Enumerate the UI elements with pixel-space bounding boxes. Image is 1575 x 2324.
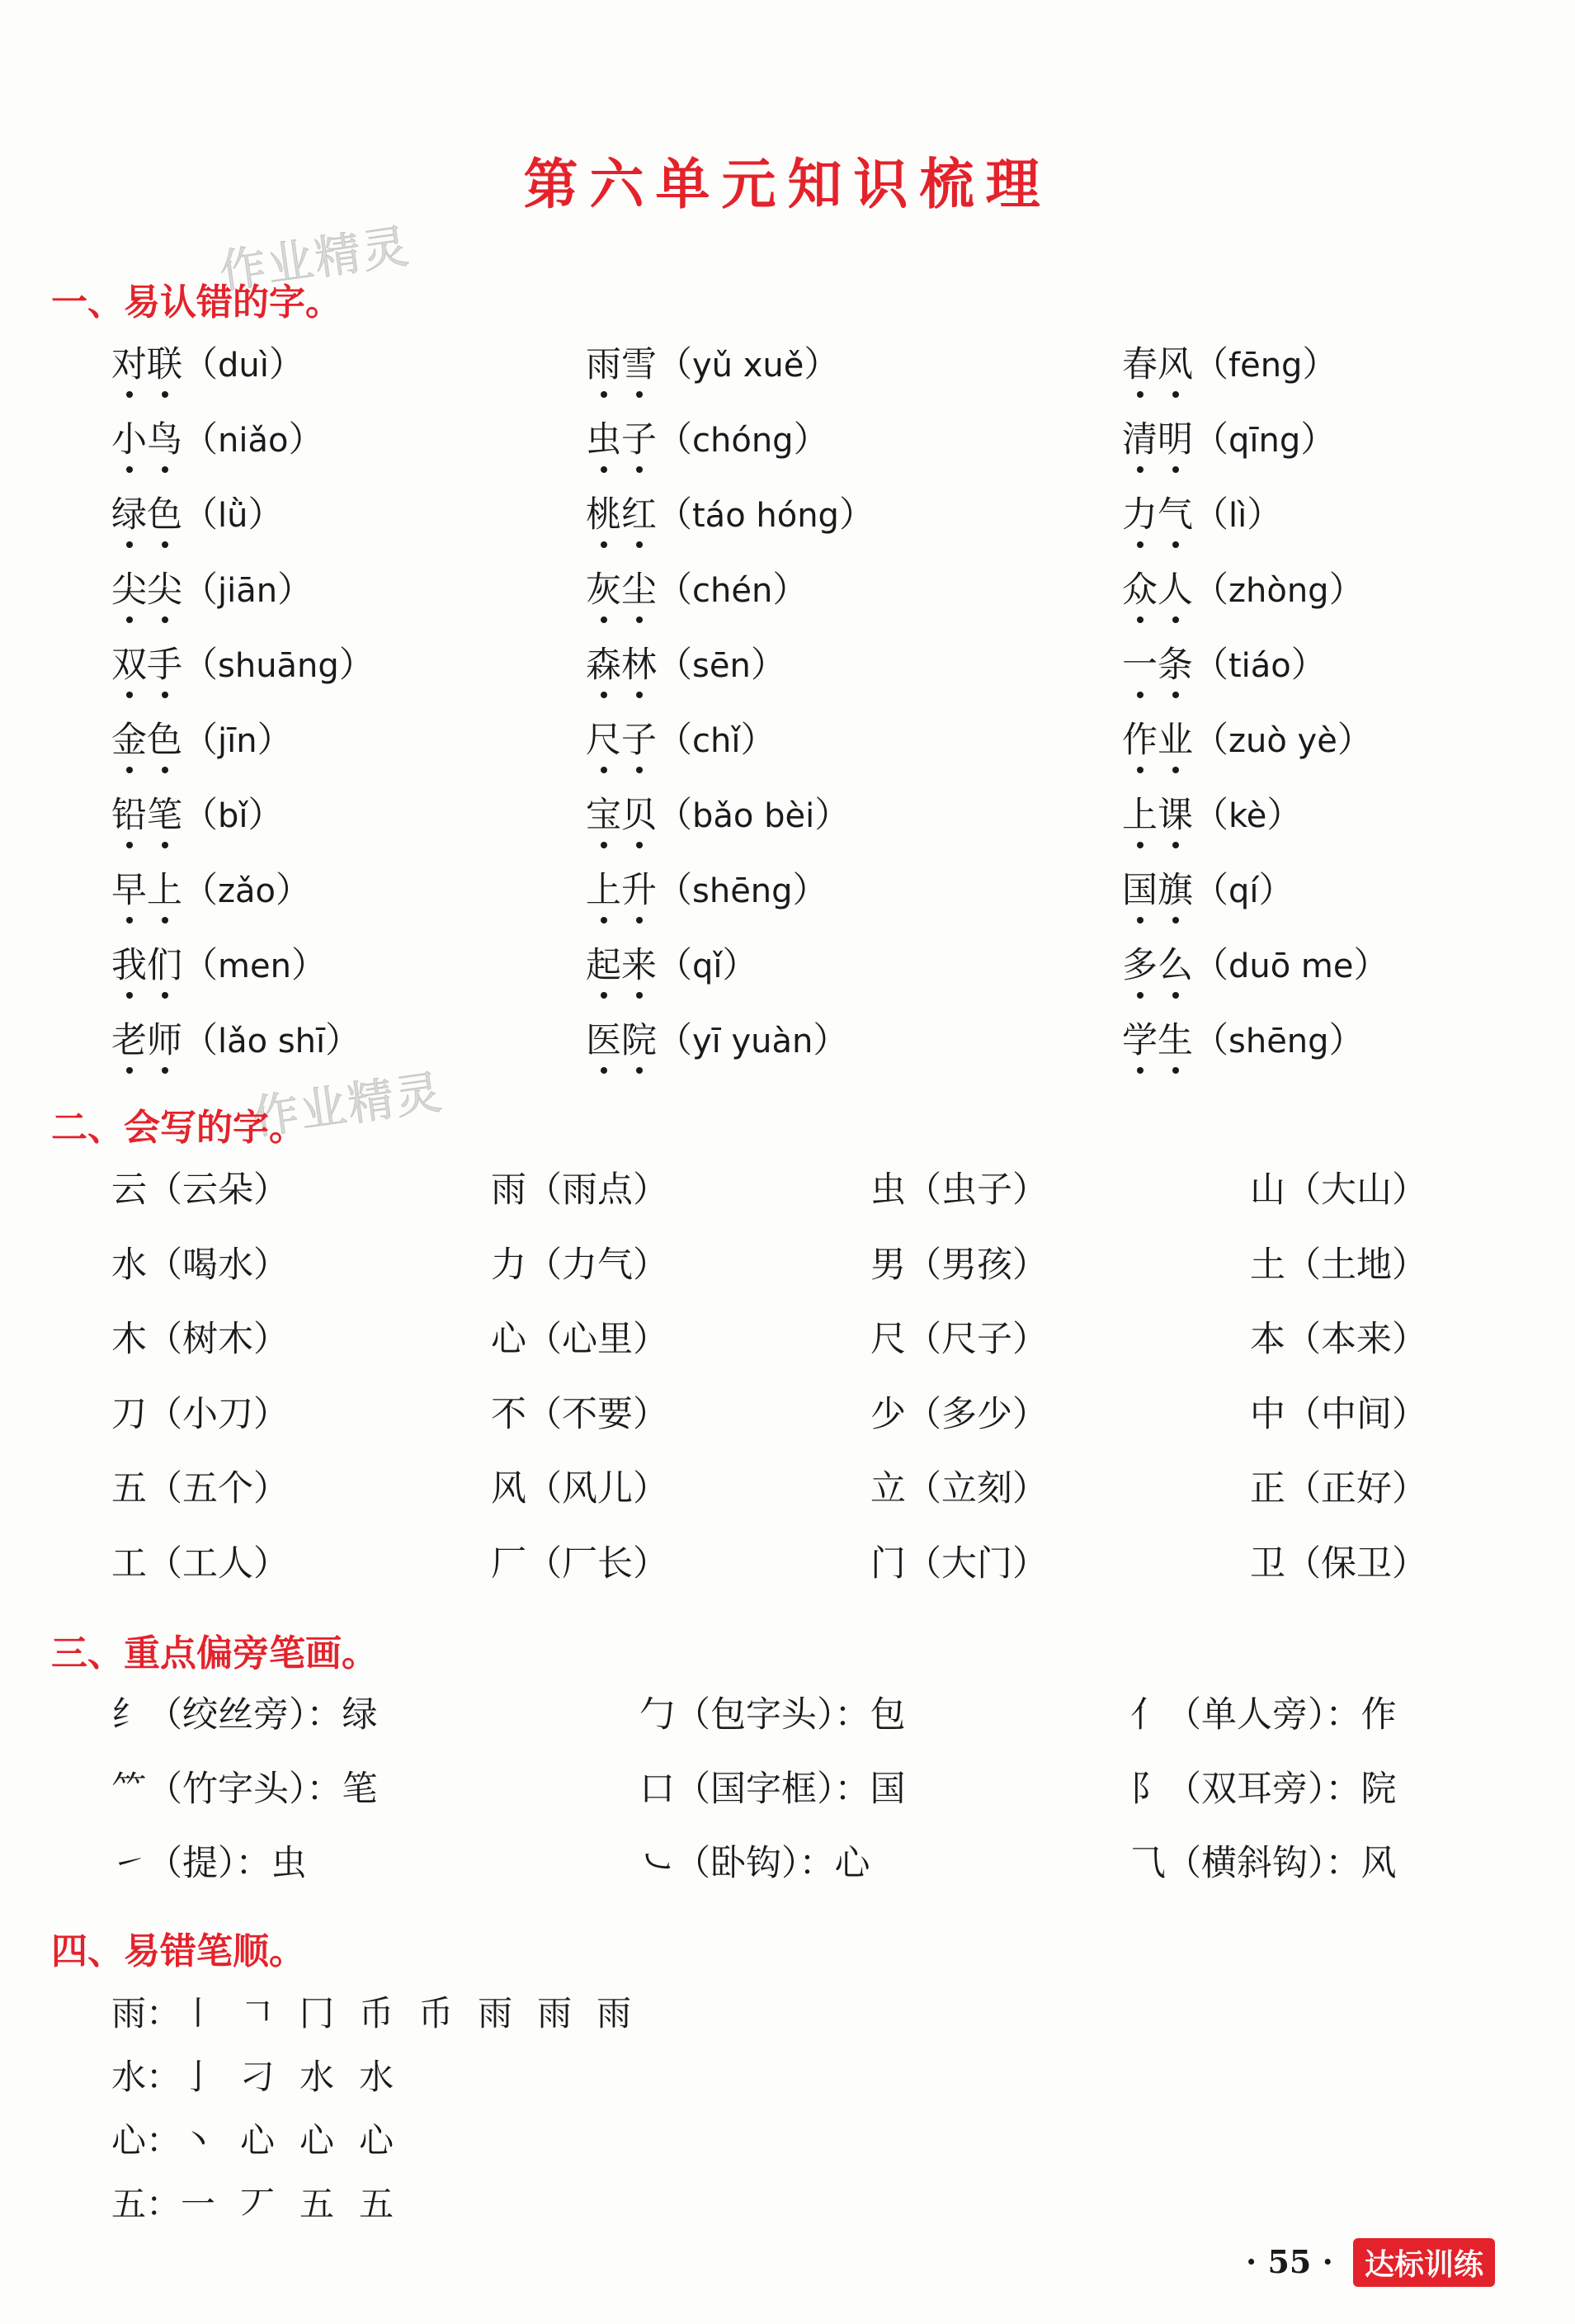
vocab-word: 众人 [1122,569,1193,611]
vocab-word: 作业 [1122,720,1193,761]
vocab-word: 力气 [1122,494,1193,536]
vocab-pinyin: zǎo [218,872,276,910]
write-item: 男（男孩） [870,1244,1048,1286]
vocab-pinyin: yǔ xuě [692,347,804,385]
radical-grid [111,1690,1559,1913]
vocab-word: 清明 [1122,419,1193,461]
vocab-item: 森林（sēn） [586,640,1122,716]
vocab-word: 我们 [111,945,182,986]
vocab-item: 雨雪（yǔ xuě） [586,340,1122,415]
vocab-item: 作业（zuò yè） [1122,716,1535,791]
stroke-sequence [181,2184,418,2224]
page-number: · 55 · [1246,2243,1333,2280]
stroke-order-row [111,2052,418,2102]
vocab-pinyin: kè [1228,797,1267,835]
vocab-word: 双手 [111,645,182,686]
section-heading-3: 三、重点偏旁笔画。 [51,1632,378,1675]
vocab-item: 绿色（lǜ） [111,490,586,565]
vocab-item: 早上（zǎo） [111,866,586,941]
page-title: 第六单元知识梳理 [523,153,1052,216]
write-item: 力（力气） [491,1244,668,1286]
write-item: 少（多少） [870,1393,1048,1435]
vocab-pinyin: sēn [692,647,751,685]
vocab-word: 老师 [111,1020,182,1061]
stroke-step: 丆 [240,2184,279,2224]
vocab-word: 对联 [111,344,182,385]
write-item: 虫（虫子） [870,1169,1048,1211]
vocab-item: 起来（qǐ） [586,941,1122,1016]
write-item: 不（不要） [491,1393,668,1435]
vocab-item: 我们（men） [111,941,586,1016]
vocab-word: 雨雪 [586,344,657,385]
vocab-item: 清明（qīng） [1122,415,1535,490]
vocab-word: 尖尖 [111,569,182,611]
vocab-pinyin: zuò yè [1228,722,1337,760]
vocab-item: 宝贝（bǎo bèi） [586,791,1122,866]
vocab-pinyin: chóng [692,422,794,460]
stroke-order-row [111,2116,418,2166]
radical-item: 阝（双耳旁）：院 [1130,1769,1397,1810]
vocab-item: 小鸟（niǎo） [111,415,586,490]
vocab-pinyin: men [218,947,291,985]
vocab-pinyin: jīn [218,722,257,760]
stroke-step: 心 [359,2120,398,2161]
write-item: 厂（厂长） [491,1542,668,1585]
vocab-pinyin: shuāng [218,647,339,685]
stroke-step: 心 [240,2120,279,2161]
radical-item: 勹（包字头）：包 [639,1694,906,1736]
vocab-pinyin: shēng [1228,1023,1329,1060]
vocab-pinyin: yī yuàn [692,1023,813,1060]
vocab-item: 力气（lì） [1122,490,1535,565]
write-item: 中（中间） [1250,1393,1427,1435]
stroke-step: 雨 [597,1993,635,2034]
write-item: 刀（小刀） [111,1393,289,1435]
stroke-step: 币 [359,1993,398,2034]
stroke-step: 水 [359,2057,398,2097]
vocab-word: 起来 [586,945,657,986]
section-heading-4: 四、易错笔顺。 [51,1930,305,1972]
stroke-step: 币 [418,1993,457,2034]
radical-item: ㇀（提）：虫 [111,1843,307,1884]
write-item: 尺（尺子） [870,1319,1048,1360]
stroke-step: 雨 [537,1993,576,2034]
stroke-step: 丶 [181,2120,219,2161]
section-heading-1: 一、易认错的字。 [51,281,342,324]
stroke-order-row [111,2180,418,2229]
write-item: 云（云朵） [111,1169,289,1211]
stroke-step: 一 [181,2184,219,2224]
stroke-order-char: 雨： [111,1993,182,2034]
vocab-item: 上升（shēng） [586,866,1122,941]
vocab-pinyin: chǐ [692,722,741,760]
vocab-word: 尺子 [586,720,657,761]
vocab-item: 金色（jīn） [111,716,586,791]
vocab-pinyin: táo hóng [692,497,839,535]
stroke-step: 五 [299,2184,338,2224]
vocab-item: 医院（yī yuàn） [586,1016,1122,1091]
stroke-sequence [181,2120,418,2161]
vocab-item: 虫子（chóng） [586,415,1122,490]
write-item: 五（五个） [111,1468,289,1509]
stroke-order-row [111,1989,656,2038]
vocab-item: 老师（lǎo shī） [111,1016,586,1091]
radical-item: 口（国字框）：国 [639,1769,906,1810]
write-item: 雨（雨点） [491,1169,668,1211]
vocab-pinyin: lǜ [218,497,248,535]
radical-item: ⺮（竹字头）：笔 [111,1769,378,1810]
vocab-pinyin: duō me [1228,947,1354,985]
vocab-word: 学生 [1122,1020,1193,1061]
write-item: 山（大山） [1250,1169,1427,1211]
vocab-item: 双手（shuāng） [111,640,586,716]
vocab-item: 桃红（táo hóng） [586,490,1122,565]
stroke-step: 心 [299,2120,338,2161]
vocab-word: 上升 [586,870,657,911]
vocab-pinyin: bǐ [218,797,248,835]
vocab-word: 金色 [111,720,182,761]
stroke-order-char: 水： [111,2057,182,2097]
write-item: 风（风儿） [491,1468,668,1509]
write-item: 木（树木） [111,1319,289,1360]
vocab-pinyin: lǎo shī [218,1023,326,1060]
vocab-pinyin: chén [692,572,773,610]
write-item: 本（本来） [1250,1319,1427,1360]
vocab-word: 绿色 [111,494,182,536]
radical-item: 纟（绞丝旁）：绿 [111,1694,378,1736]
vocab-pinyin: shēng [692,872,793,910]
stroke-sequence [181,1993,656,2034]
vocab-word: 春风 [1122,344,1193,385]
stroke-step: 冂 [299,1993,338,2034]
stroke-step: 𠃍 [240,1993,279,2034]
vocab-item: 上课（kè） [1122,791,1535,866]
vocab-pinyin: jiān [218,572,278,610]
vocab-item: 灰尘（chén） [586,565,1122,640]
write-item: 工（工人） [111,1542,289,1585]
vocab-pinyin: qīng [1228,422,1301,460]
vocab-item: 尺子（chǐ） [586,716,1122,791]
radical-item: 亻（单人旁）：作 [1130,1694,1397,1736]
write-item: 立（立刻） [870,1468,1048,1509]
footer-badge: 达标训练 [1353,2238,1495,2287]
radical-item: ㇃（卧钩）：心 [639,1843,870,1884]
write-item: 正（正好） [1250,1468,1427,1509]
vocab-pinyin: fēng [1228,347,1303,385]
vocab-item: 多么（duō me） [1122,941,1535,1016]
vocab-word: 国旗 [1122,870,1193,911]
vocab-pinyin: bǎo bèi [692,797,815,835]
stroke-step: 水 [299,2057,338,2097]
watermark: 作业精灵 [216,220,414,300]
vocab-word: 医院 [586,1020,657,1061]
vocab-word: 多么 [1122,945,1193,986]
vocab-word: 一条 [1122,645,1193,686]
vocab-word: 桃红 [586,494,657,536]
watermark: 作业精灵 [249,1065,447,1145]
vocab-word: 铅笔 [111,795,182,836]
vocab-item: 众人（zhòng） [1122,565,1535,640]
stroke-step: 刁 [240,2057,279,2097]
vocab-pinyin: lì [1228,497,1247,535]
vocab-item: 对联（duì） [111,340,586,415]
vocab-pinyin: duì [218,347,269,385]
vocab-item: 春风（fēng） [1122,340,1535,415]
vocab-word: 森林 [586,645,657,686]
write-item: 门（大门） [870,1542,1048,1585]
vocab-pinyin: qǐ [692,947,723,985]
vocab-item: 一条（tiáo） [1122,640,1535,716]
vocab-word: 上课 [1122,795,1193,836]
write-item: 水（喝水） [111,1244,289,1286]
vocab-pinyin: qí [1228,872,1259,910]
stroke-step: ㇑ [181,1993,219,2034]
vocab-word: 灰尘 [586,569,657,611]
vocab-pinyin: niǎo [218,422,289,460]
vocab-word: 早上 [111,870,182,911]
radical-item: ⺄（横斜钩）：风 [1130,1843,1397,1884]
write-item: 土（土地） [1250,1244,1427,1286]
vocab-item: 国旗（qí） [1122,866,1535,941]
vocab-pinyin: zhòng [1228,572,1329,610]
vocab-word: 宝贝 [586,795,657,836]
section-heading-2: 二、会写的字。 [51,1107,305,1149]
vocab-pinyin: tiáo [1228,647,1291,685]
write-item: 卫（保卫） [1250,1542,1427,1585]
vocab-item: 尖尖（jiān） [111,565,586,640]
write-grid [111,1165,1575,1613]
vocab-item: 铅笔（bǐ） [111,791,586,866]
vocab-word: 小鸟 [111,419,182,461]
stroke-order-char: 五： [111,2184,182,2224]
vocab-word: 虫子 [586,419,657,461]
stroke-sequence [181,2057,418,2097]
write-item: 心（心里） [491,1319,668,1360]
recognize-grid [111,340,1535,1091]
stroke-order-char: 心： [111,2120,182,2161]
stroke-step: 雨 [478,1993,516,2034]
stroke-step: 五 [359,2184,398,2224]
vocab-item: 学生（shēng） [1122,1016,1535,1091]
stroke-step: 亅 [181,2057,219,2097]
